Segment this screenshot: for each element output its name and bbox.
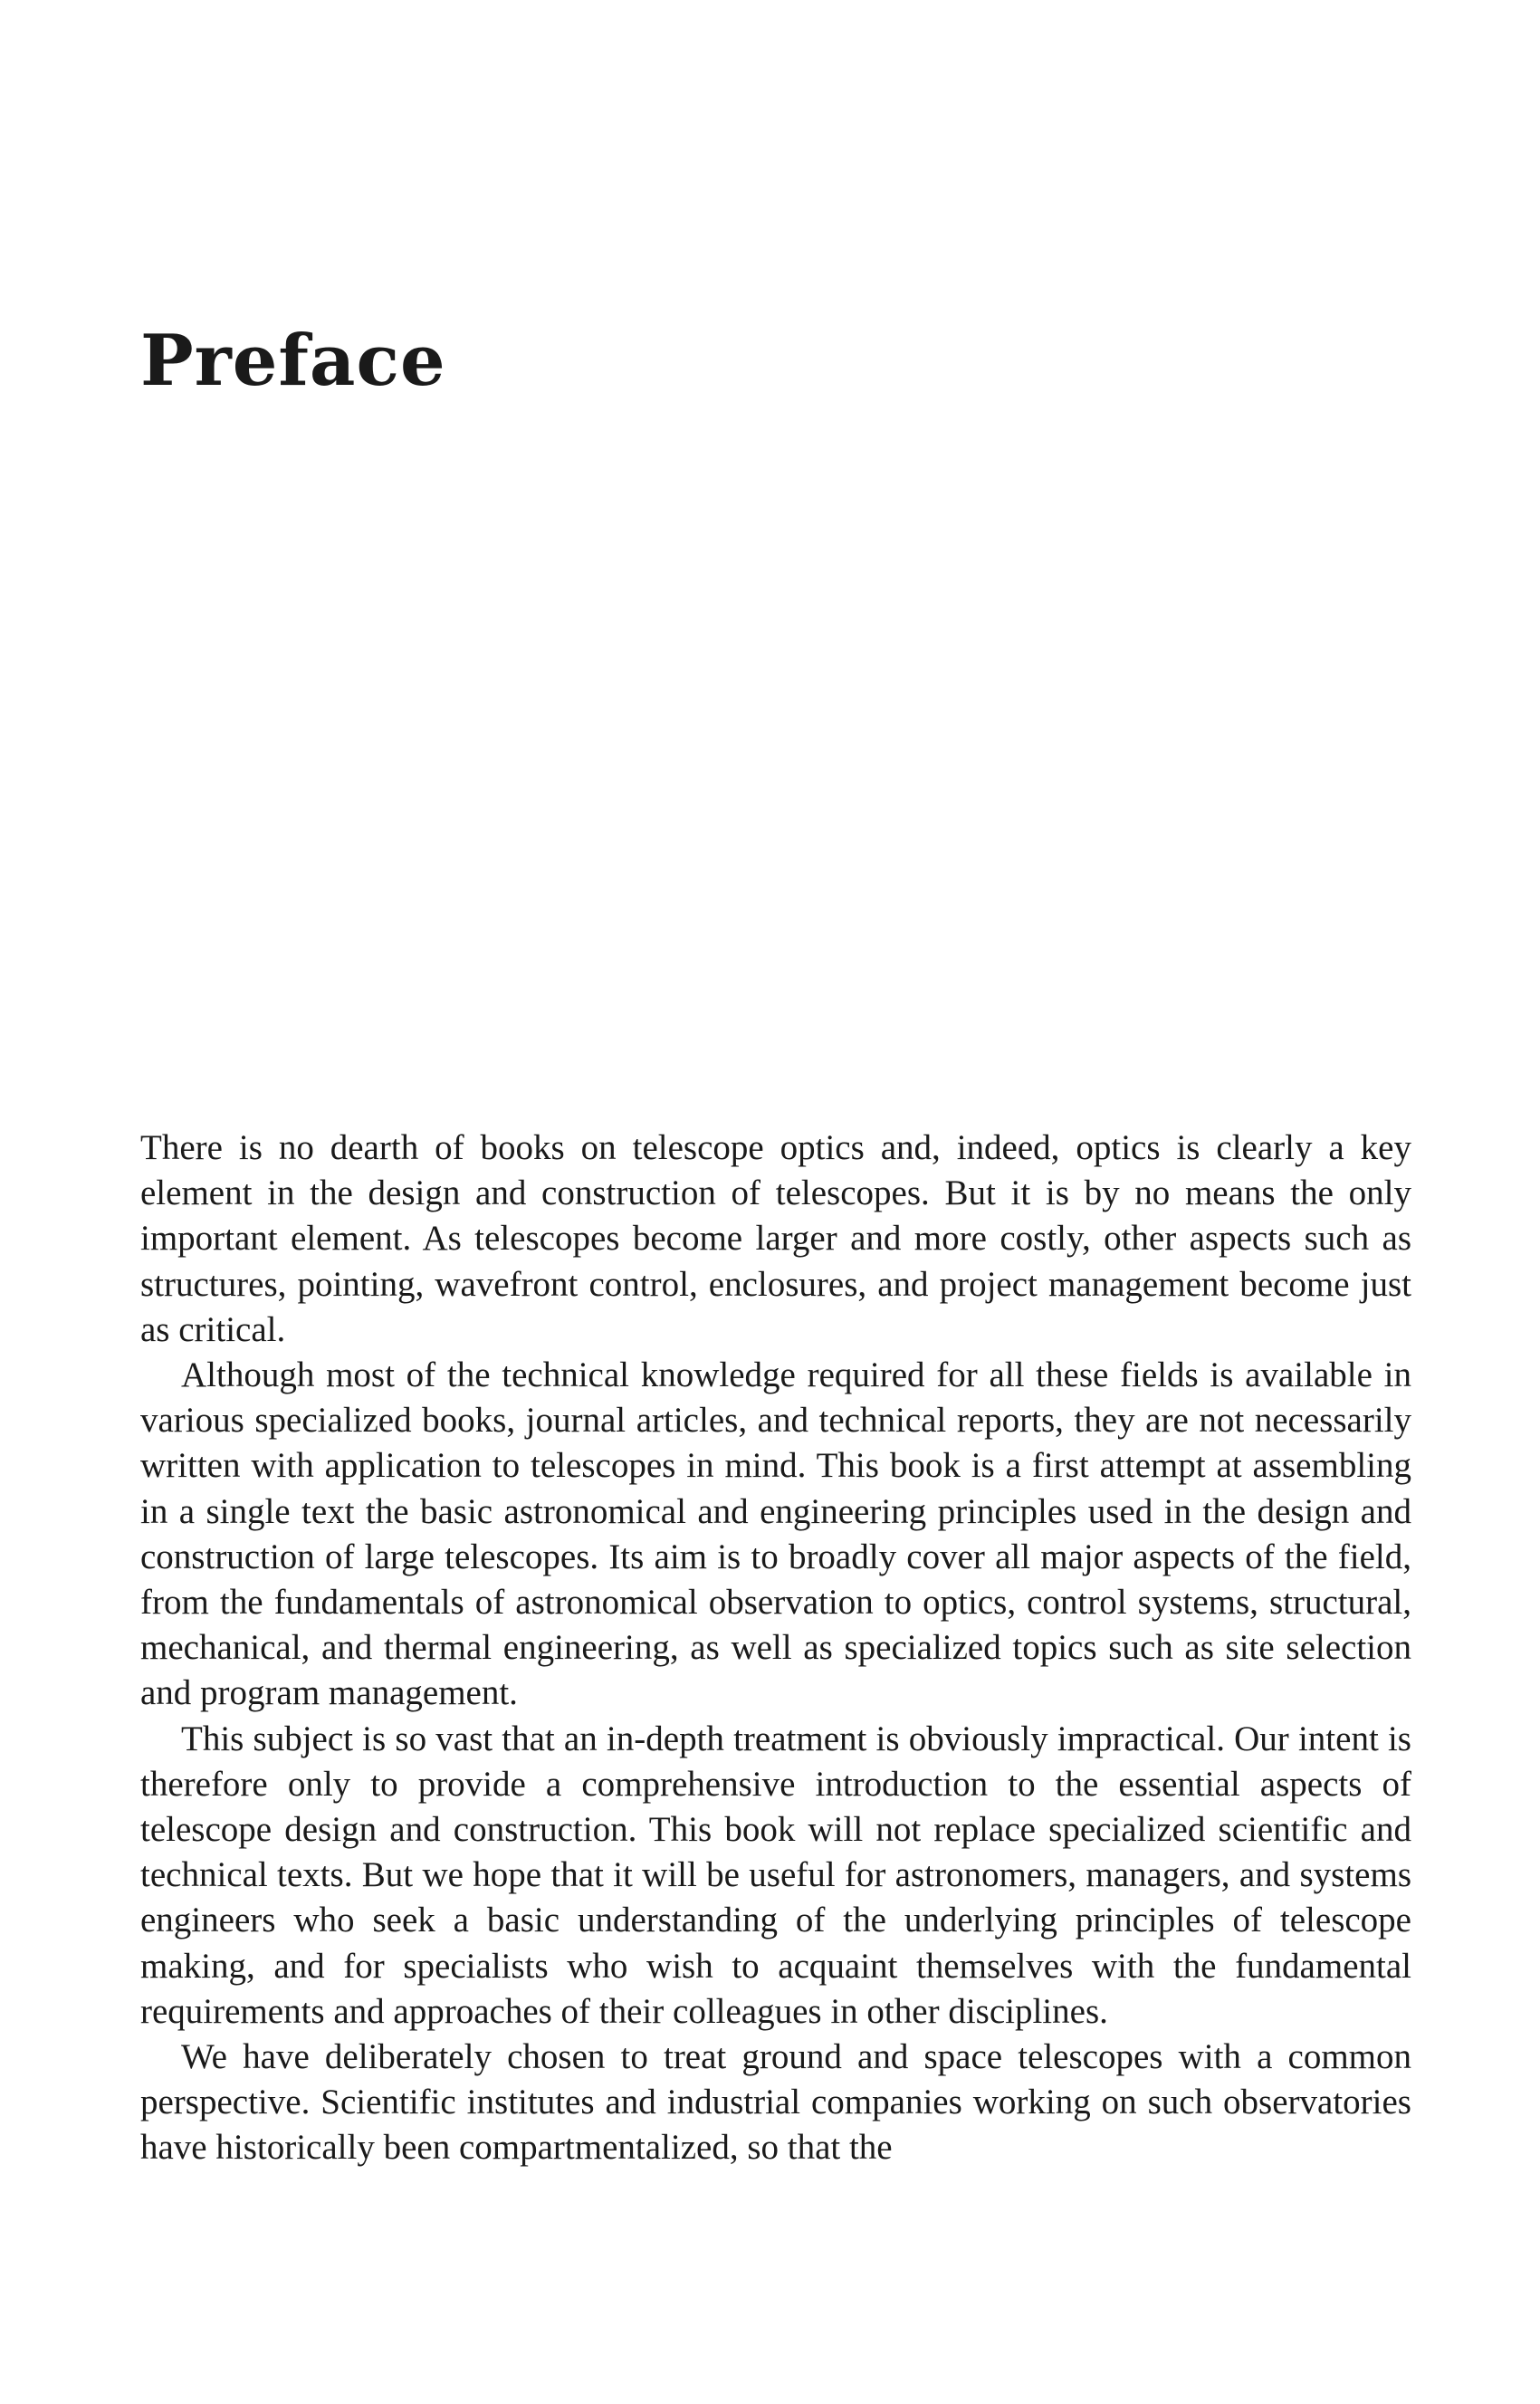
paragraph-1: There is no dearth of books on telescope optics and, indeed, optics is clearly a key element in the design and construction of telescopes. But it is by no means the only important element. As telescopes become larger and more costly, other aspects such as structures, pointing, wavefront control, enclosures, and project management become just as critical. [140,1128,1411,1349]
chapter-title: Preface [140,320,446,402]
preface-body [140,1125,1411,2171]
paragraph-4: We have deliberately chosen to treat ground and space telescopes with a common perspective. Scientific institutes and industrial companies working on such observatories have historically been compartmentalized, so that the [140,2037,1411,2168]
paragraph-3: This subject is so vast that an in-depth treatment is obviously impractical. Our intent is therefore only to provide a comprehensive introduction to the essential aspects of telescope design and construction. This book will not replace specialized scientific and technical texts. But we hope that it will be useful for astronomers, managers, and systems engineers who seek a basic understanding of the underlying principles of telescope making, and for specialists who wish to acquaint themselves with the fundamental requirements and approaches of their colleagues in other disciplines. [140,1719,1411,2031]
paragraph-2: Although most of the technical knowledge required for all these fields is available in various specialized books, journal articles, and technical reports, they are not necessarily written with application to telescopes in mind. This book is a first attempt at assembling in a single text the basic astronomical and engineering principles used in the design and construction of large telescopes. Its aim is to broadly cover all major aspects of the field, from the fundamentals of astronomical observation to optics, control systems, structural, mechanical, and thermal engineering, as well as specialized topics such as site selection and program management. [140,1355,1411,1713]
